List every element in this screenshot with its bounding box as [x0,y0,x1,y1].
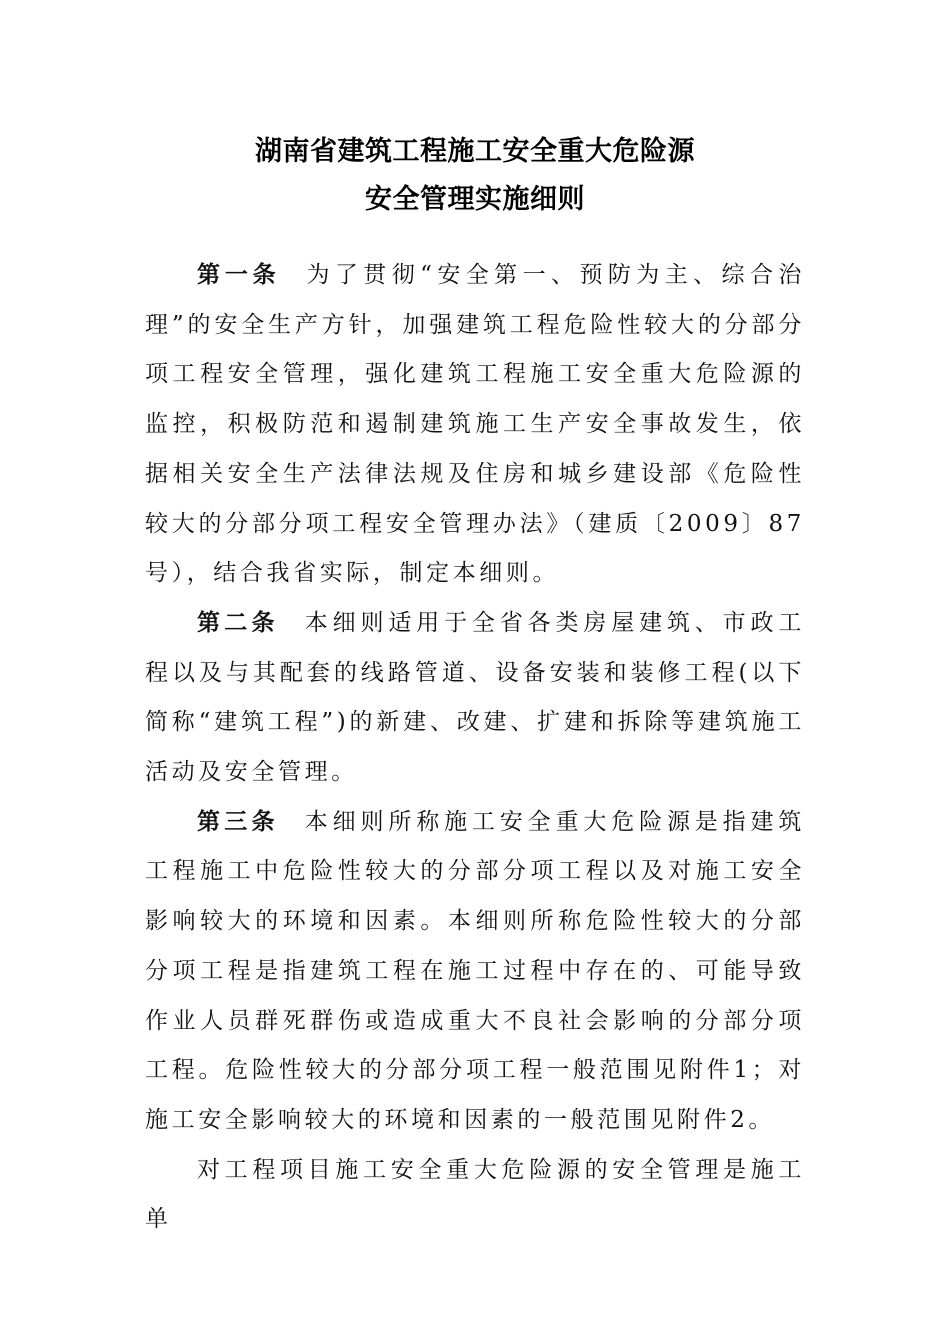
article-1-text: 为了贯彻“安全第一、预防为主、综合治理”的安全生产方针，加强建筑工程危险性较大的分部分项工程安全管理，强化建筑工程施工安全重大危险源的监控，积极防范和遏制建筑施工生产安全事故发生，依据相关安全生产法律法规及住房和城乡建设部《危险性较大的分部分项工程安全管理办法》（建质〔2009〕87号），结合我省实际，制定本细则。 [145,262,805,587]
title-line-2: 安全管理实施细则 [365,184,585,215]
article-2-label: 第二条 [197,609,279,636]
article-1-paragraph [145,251,805,599]
article-3-text: 本细则所称施工安全重大危险源是指建筑工程施工中危险性较大的分部分项工程以及对施工安全影响较大的环境和因素。本细则所称危险性较大的分部分项工程是指建筑工程在施工过程中存在的、可能导致作业人员群死群伤或造成重大不良社会影响的分部分项工程。危险性较大的分部分项工程一般范围见附件1；对施工安全影响较大的环境和因素的一般范围见附件2。 [145,808,805,1133]
article-3-label: 第三条 [197,808,279,835]
document-body [145,251,805,1245]
article-2-paragraph [145,599,805,798]
continuation-text: 对工程项目施工安全重大危险源的安全管理是施工单 [145,1156,805,1233]
article-1-label: 第一条 [197,262,281,288]
document-title [0,128,950,224]
title-line-1: 湖南省建筑工程施工安全重大危险源 [255,136,695,167]
continuation-paragraph [145,1146,805,1245]
article-3-paragraph [145,798,805,1146]
article-2-text: 本细则适用于全省各类房屋建筑、市政工程以及与其配套的线路管道、设备安装和装修工程(以下简称“建筑工程”)的新建、改建、扩建和拆除等建筑施工活动及安全管理。 [145,609,805,786]
